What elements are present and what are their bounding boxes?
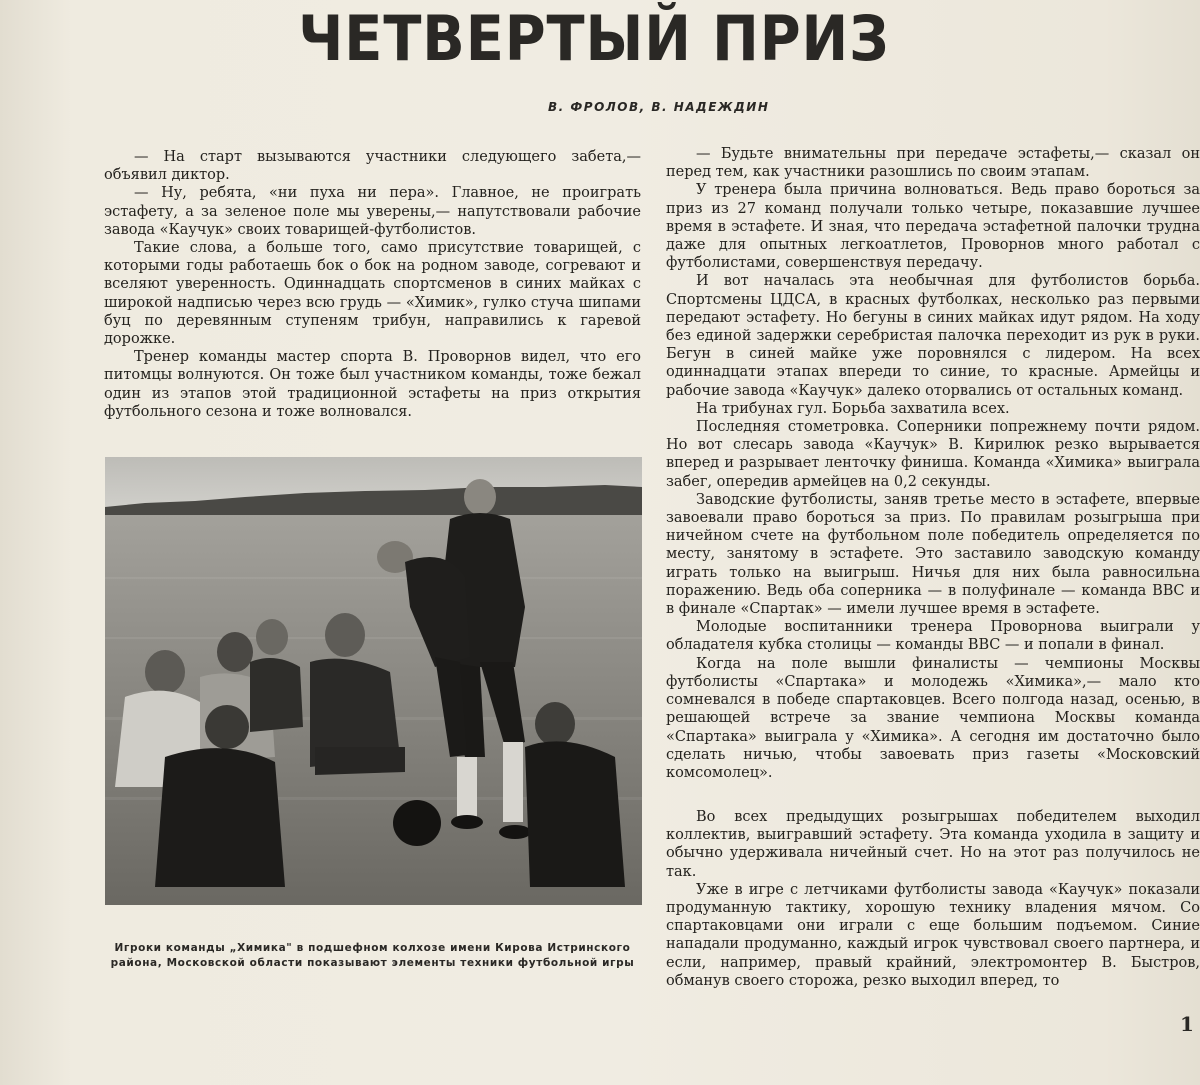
paragraph: Во всех предыдущих розыгрышах победителем выходил коллектив, выигравший эстафету. Эта команда уходила в защиту и обычно удерживала ничейный счет. Но на этот раз получилось не так. [666, 809, 1200, 880]
paragraph: У тренера была причина волноваться. Ведь право бороться за приз из 27 команд получали только четыре, показавшие лучшее время в эстафете. И зная, что передача эстафетной палочки трудна даже для опытных легкоатлетов, Проворнов много работал с футболистами, совершенствуя передачу. [666, 182, 1200, 272]
photo-caption: Игроки команды „Химика" в подшефном колхозе имени Кирова Истринского района, Московской области показывают элементы техники футбольной игры [110, 942, 635, 969]
paragraph: Тренер команды мастер спорта В. Проворнов видел, что его питомцы волнуются. Он тоже был участником команды, тоже бежал один из этапов этой традиционной эстафеты на приз открытия футбольного сезона и тоже волновался. [104, 349, 641, 420]
paragraph: И вот началась эта необычная для футболистов борьба. Спортсмены ЦДСА, в красных футболках, несколько раз первыми передают эстафету. Но бегуны в синих майках идут рядом. На ходу без единой задержки серебристая палочка переходит из рук в руки. Бегун в синей майке уже поровнялся с лидером. На всех одиннадцати этапах впереди то синие, то красные. Армейцы и рабочие завода «Каучук» далеко оторвались от остальных команд. [666, 273, 1200, 399]
football-players-photo [105, 457, 642, 905]
paragraph: На трибунах гул. Борьба захватила всех. [696, 400, 1010, 417]
page-number: 1 [1180, 1012, 1194, 1036]
left-text-column [104, 148, 641, 421]
paragraph: — Ну, ребята, «ни пуха ни пера». Главное, не проиграть эстафету, а за зеленое поле мы уверены,— напутствовали рабочие завода «Каучук» своих товарищей-футболистов. [104, 185, 641, 238]
paragraph: — Будьте внимательны при передаче эстафеты,— сказал он перед тем, как участники разошлись по своим этапам. [666, 146, 1200, 181]
right-text-column-top [666, 145, 1200, 795]
paragraph: Уже в игре с летчиками футболисты завода «Каучук» показали продуманную тактику, хорошую технику владения мячом. Со спартаковцами они играли с еще большим подъемом. Синие нападали продуманно, каждый игрок чувствовал своего партнера, и если, например, правый крайний, электромонтер В. Быстров, обманув своего сторожа, резко выходил вперед, то [666, 881, 1200, 989]
paragraph: — На старт вызываются участники следующего забета,— объявил диктор. [104, 149, 641, 184]
paragraph: Молодые воспитанники тренера Проворнова выиграли у обладателя кубка столицы — команды ВВС — и попали в финал. [666, 619, 1200, 654]
paragraph: Когда на поле вышли финалисты — чемпионы Москвы футболисты «Спартака» и молодежь «Химика»,— мало кто сомневался в победе спартаковцев. Всего полгода назад, осенью, в решающей встрече за звание чемпиона Москвы команда «Спартака» выиграла у «Химика». А сегодня им достаточно было сделать ничью, чтобы завоевать приз газеты «Московский комсомолец». [666, 655, 1200, 781]
article-authors: В. ФРОЛОВ, В. НАДЕЖДИН [548, 100, 770, 114]
right-text-column-bottom [666, 808, 1200, 1008]
paragraph: Последняя стометровка. Соперники попрежнему почти рядом. Но вот слесарь завода «Каучук» В. Кирилюк резко вырывается вперед и разрывает ленточку финиша. Команда «Химика» выиграла забег, опередив армейцев на 0,2 секунды. [666, 419, 1200, 490]
article-title: ЧЕТВЕРТЫЙ ПРИЗ [298, 2, 890, 75]
paragraph: Такие слова, а больше того, само присутствие товарищей, с которыми годы работаешь бок о бок на родном заводе, согревают и вселяют уверенность. Одиннадцать спортсменов в синих майках с широкой надписью через всю грудь — «Химик», гулко стуча шипами буц по деревянным ступеням трибун, направились к гаревой дорожке. [104, 240, 641, 348]
paragraph: Заводские футболисты, заняв третье место в эстафете, впервые завоевали право бороться за приз. По правилам розыгрыша при ничейном счете на футбольном поле победитель определяется по месту, занятому в эстафете. Это заставило заводскую команду играть только на выигрыш. Ничья для них была равносильна поражению. Ведь оба соперника — в полуфинале — команда ВВС и в финале «Спартак» — имели лучшее время в эстафете. [666, 491, 1200, 618]
